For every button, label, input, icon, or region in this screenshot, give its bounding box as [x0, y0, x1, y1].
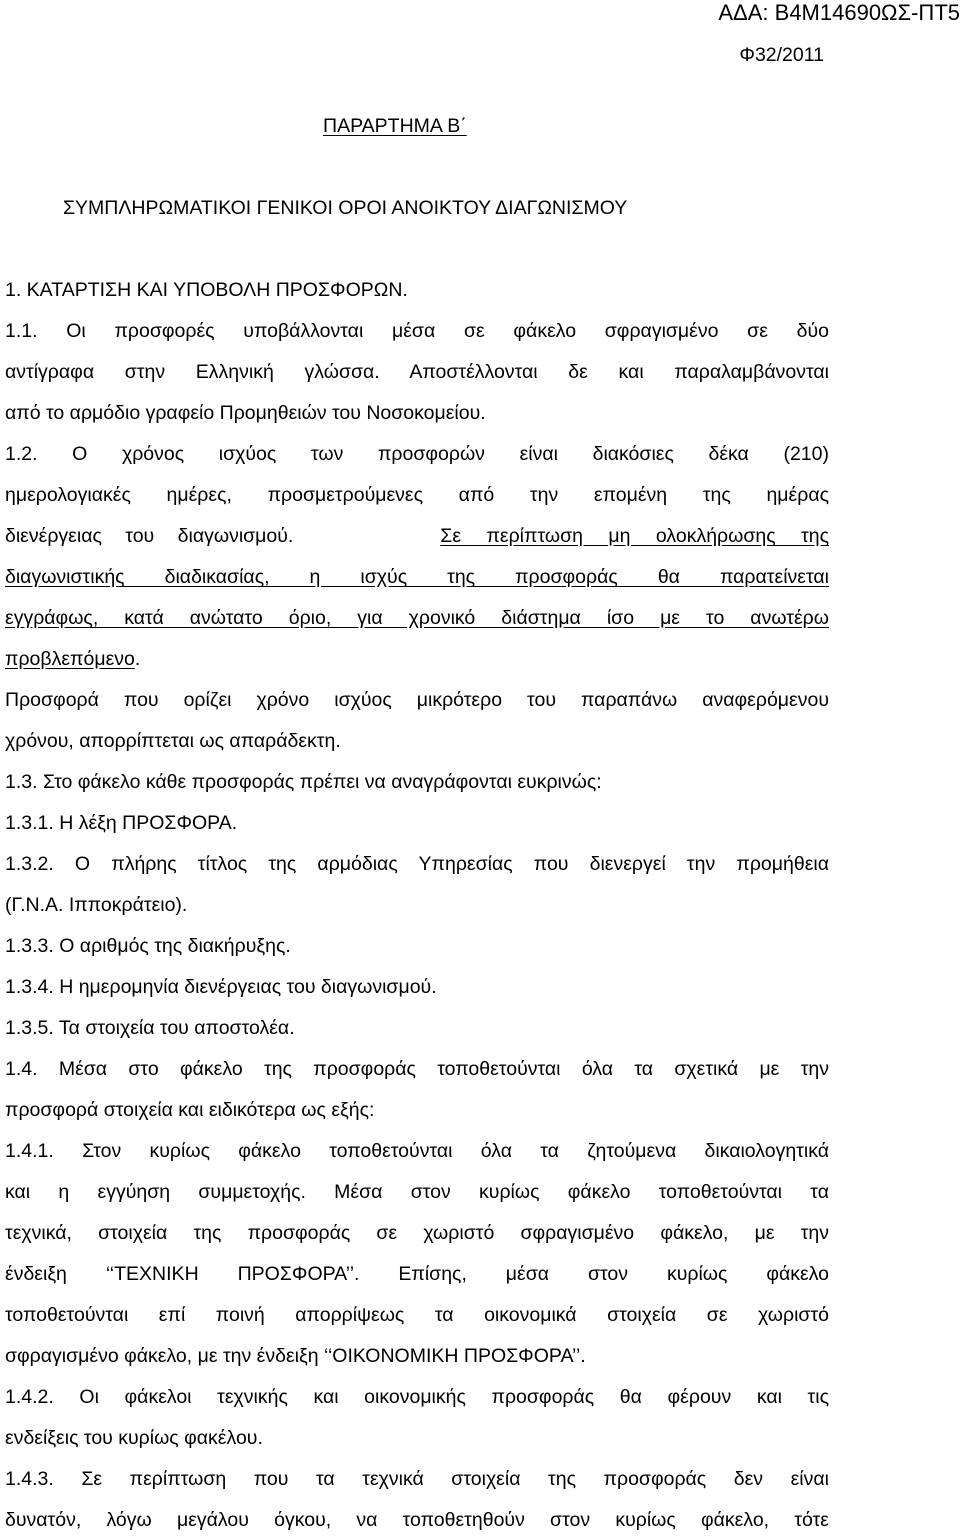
text-line: τοποθετούνται επί ποινή απορρίψεως τα οικονομικά στοιχεία σε χωριστό [5, 1304, 829, 1326]
text-line: 1.3.5. Τα στοιχεία του αποστολέα. [5, 1017, 295, 1039]
text-line: τεχνικά, στοιχεία της προσφοράς σε χωριστό σφραγισμένο φάκελο, με την [5, 1222, 829, 1244]
text-line: 1.4.2. Οι φάκελοι τεχνικής και οικονομικής προσφοράς θα φέρουν και τις [5, 1386, 829, 1408]
text-line: 1.3.3. Ο αριθμός της διακήρυξης. [5, 935, 291, 957]
section-heading: 1. ΚΑΤΑΡΤΙΣΗ ΚΑΙ ΥΠΟΒΟΛΗ ΠΡΟΣΦΟΡΩΝ. [5, 279, 408, 301]
text-line: αντίγραφα στην Ελληνική γλώσσα. Αποστέλλονται δε και παραλαμβάνονται [5, 361, 829, 383]
text-line: 1.4. Μέσα στο φάκελο της προσφοράς τοποθετούνται όλα τα σχετικά με την [5, 1058, 829, 1080]
underlined-text: Σε περίπτωση μη ολοκλήρωσης της [440, 525, 829, 547]
text-line: 1.1. Οι προσφορές υποβάλλονται μέσα σε φάκελο σφραγισμένο σε δύο [5, 320, 829, 342]
underlined-text-line: εγγράφως, κατά ανώτατο όριο, για χρονικό διάστημα ίσο με το ανωτέρω [5, 607, 829, 629]
text-line: προσφορά στοιχεία και ειδικότερα ως εξής: [5, 1099, 375, 1121]
document-subtitle: ΣΥΜΠΛΗΡΩΜΑΤΙΚΟΙ ΓΕΝΙΚΟΙ ΟΡΟΙ ΑΝΟΙΚΤΟΥ ΔΙΑΓΩΝΙΣΜΟΥ [63, 197, 628, 219]
text-line: και η εγγύηση συμμετοχής. Μέσα στον κυρίως φάκελο τοποθετούνται τα [5, 1181, 829, 1203]
text-line: 1.3. Στο φάκελο κάθε προσφοράς πρέπει να αναγράφονται ευκρινώς: [5, 771, 602, 793]
text-line: 1.3.2. Ο πλήρης τίτλος της αρμόδιας Υπηρεσίας που διενεργεί την προμήθεια [5, 853, 829, 875]
text-line: 1.3.4. Η ημερομηνία διενέργειας του διαγωνισμού. [5, 976, 437, 998]
period: . [134, 648, 141, 670]
underlined-text-line: διαγωνιστικής διαδικασίας, η ισχύς της προσφοράς θα παρατείνεται [5, 566, 829, 588]
text-line: χρόνου, απορρίπτεται ως απαράδεκτη. [5, 730, 341, 752]
text-line: ημερολογιακές ημέρες, προσμετρούμενες από την επομένη της ημέρας [5, 484, 829, 506]
text-line: 1.3.1. Η λέξη ΠΡΟΣΦΟΡΑ. [5, 812, 238, 834]
annex-title: ΠΑΡΑΡΤΗΜΑ Β΄ [323, 115, 467, 137]
text-line: από το αρμόδιο γραφείο Προμηθειών του Νοσοκομείου. [5, 402, 486, 424]
text-fragment: διενέργειας του διαγωνισμού. [5, 525, 294, 547]
text-line: σφραγισμένο φάκελο, με την ένδειξη ‘‘ΟΙΚΟΝΟΜΙΚΗ ΠΡΟΣΦΟΡΑ’’. [5, 1345, 586, 1367]
text-line: ενδείξεις του κυρίως φακέλου. [5, 1427, 263, 1449]
text-line: 1.4.1. Στον κυρίως φάκελο τοποθετούνται όλα τα ζητούμενα δικαιολογητικά [5, 1140, 829, 1162]
underlined-text: προβλεπόμενο [5, 648, 135, 670]
text-line: 1.4.3. Σε περίπτωση που τα τεχνικά στοιχεία της προσφοράς δεν είναι [5, 1468, 829, 1490]
text-line [5, 647, 140, 671]
text-line: (Γ.Ν.Α. Ιπποκράτειο). [5, 894, 188, 916]
text-line: δυνατόν, λόγω μεγάλου όγκου, να τοποθετηθούν στον κυρίως φάκελο, τότε [5, 1509, 829, 1531]
text-line: 1.2. Ο χρόνος ισχύος των προσφορών είναι διακόσιες δέκα (210) [5, 443, 829, 465]
reference-number: Φ32/2011 [739, 44, 824, 66]
text-line: ένδειξη ‘‘ΤΕΧΝΙΚΗ ΠΡΟΣΦΟΡΑ’’. Επίσης, μέσα στον κυρίως φάκελο [5, 1263, 829, 1285]
text-line: Προσφορά που ορίζει χρόνο ισχύος μικρότερο του παραπάνω αναφερόμενου [5, 689, 829, 711]
ada-header: ΑΔΑ: Β4Μ14690ΩΣ-ΠΤ5 [718, 0, 960, 25]
text-line [5, 524, 829, 548]
